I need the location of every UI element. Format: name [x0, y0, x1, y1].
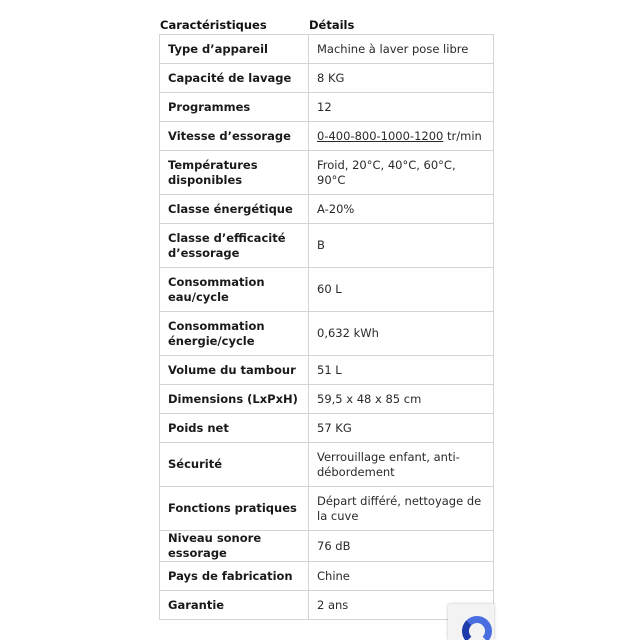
header-characteristics: Caractéristiques	[160, 18, 267, 32]
row-value: 76 dB	[309, 531, 494, 562]
row-label: Pays de fabrication	[160, 562, 309, 591]
specs-table	[159, 34, 494, 620]
row-label: Capacité de lavage	[160, 64, 309, 93]
row-value	[309, 122, 494, 151]
table-row	[160, 591, 494, 620]
recaptcha-badge-icon[interactable]	[448, 604, 494, 640]
table-row	[160, 64, 494, 93]
row-value: 2 ans	[309, 591, 494, 620]
row-value: 59,5 x 48 x 85 cm	[309, 385, 494, 414]
row-label: Vitesse d’essorage	[160, 122, 309, 151]
row-value: Verrouillage enfant, anti-débordement	[309, 443, 494, 487]
table-row	[160, 487, 494, 531]
row-label: Consommation énergie/cycle	[160, 312, 309, 356]
row-label: Consommation eau/cycle	[160, 268, 309, 312]
table-row	[160, 443, 494, 487]
row-label: Sécurité	[160, 443, 309, 487]
row-value: Départ différé, nettoyage de la cuve	[309, 487, 494, 531]
table-header	[160, 18, 494, 34]
row-value: 8 KG	[309, 64, 494, 93]
row-label: Programmes	[160, 93, 309, 122]
row-label: Garantie	[160, 591, 309, 620]
row-value: A-20%	[309, 195, 494, 224]
recaptcha-arc-icon	[462, 616, 492, 640]
row-label: Poids net	[160, 414, 309, 443]
row-value: 12	[309, 93, 494, 122]
row-value: 57 KG	[309, 414, 494, 443]
row-label: Type d’appareil	[160, 35, 309, 64]
table-row	[160, 35, 494, 64]
row-value: 60 L	[309, 268, 494, 312]
row-value: Chine	[309, 562, 494, 591]
table-row	[160, 414, 494, 443]
row-label: Niveau sonore essorage	[160, 531, 309, 562]
table-row	[160, 151, 494, 195]
row-value: 0,632 kWh	[309, 312, 494, 356]
table-row	[160, 268, 494, 312]
spin-speed-link[interactable]: 0-400-800-1000-1200	[317, 128, 444, 143]
row-label: Dimensions (LxPxH)	[160, 385, 309, 414]
table-row	[160, 224, 494, 268]
row-label: Températures disponibles	[160, 151, 309, 195]
table-row	[160, 122, 494, 151]
row-value: Machine à laver pose libre	[309, 35, 494, 64]
table-row	[160, 531, 494, 562]
table-row	[160, 312, 494, 356]
table-row	[160, 195, 494, 224]
row-value: Froid, 20°C, 40°C, 60°C, 90°C	[309, 151, 494, 195]
row-label: Classe d’efficacité d’essorage	[160, 224, 309, 268]
row-value: 51 L	[309, 356, 494, 385]
row-value: B	[309, 224, 494, 268]
row-label: Fonctions pratiques	[160, 487, 309, 531]
header-details: Détails	[309, 18, 355, 32]
table-row	[160, 93, 494, 122]
spin-speed-unit: tr/min	[443, 128, 482, 143]
row-label: Volume du tambour	[160, 356, 309, 385]
table-row	[160, 356, 494, 385]
table-row	[160, 562, 494, 591]
table-row	[160, 385, 494, 414]
row-label: Classe énergétique	[160, 195, 309, 224]
